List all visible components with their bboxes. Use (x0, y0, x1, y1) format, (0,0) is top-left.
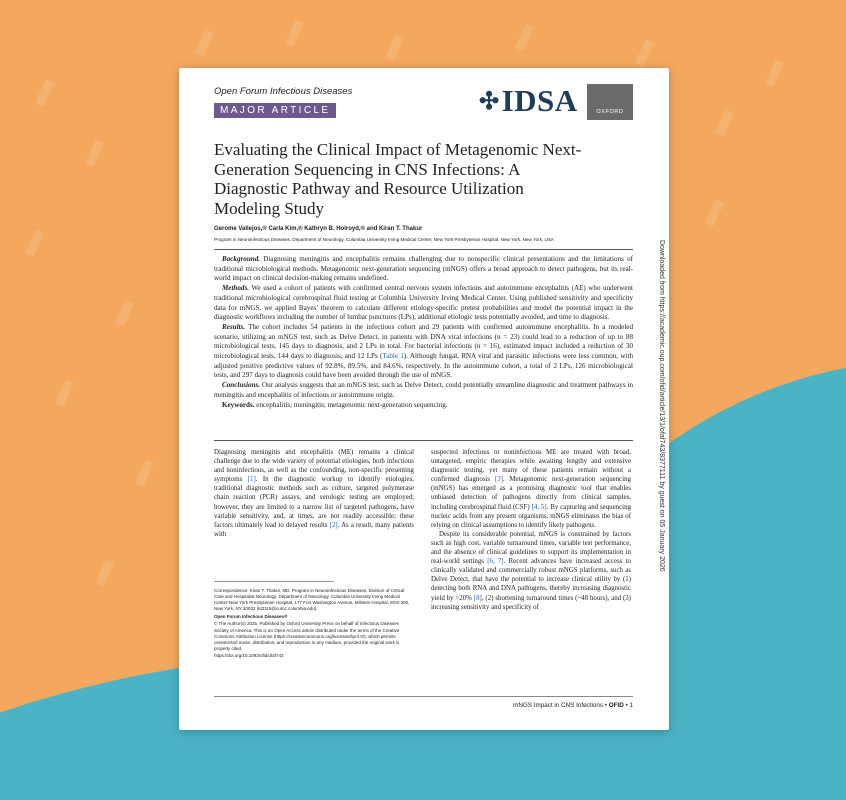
abstract-results-text: The cohort includes 54 patients in the infectious cohort and 29 patients with confirmed autoimmune encephalitis. In a modeled scenario, utilizing an mNGS test, such as Delve Detect, in patients with DNA viral infections (n = 23) could lead to a reduction of up to 88 microbiological tests, 145 days to diagnosis, and 2 LPs in total. For bacterial infections (n = 16), estimated impact included a reduction of 30 microbiological tests, 144 days to diagnosis, and 12 LPs ( (214, 322, 633, 361)
body-paragraph (214, 448, 414, 539)
background-dash (25, 229, 44, 256)
abstract-results-label: Results. (222, 322, 246, 331)
abstract-bottom-rule (214, 440, 633, 441)
abstract (214, 255, 633, 410)
reference-link[interactable]: [2] (329, 521, 338, 529)
abstract-results-text-cont: ). Although fungal, RNA viral and parasitic infections were less common, with adjusted positive predictive values of 92.8%, 89.5%, and 84.6%, respectively. In the autoimmune cohort, a total of 2 LPs, 126 microbiological tests, and 297 days to diagnosis could have been avoided through the use of mNGS. (214, 352, 633, 380)
article-page (179, 68, 669, 730)
reference-link[interactable]: [4, 5] (531, 503, 547, 511)
abstract-results (214, 323, 633, 381)
article-type-badge: MAJOR ARTICLE (214, 103, 336, 118)
download-watermark: Downloaded from https://academic.oup.com/ofid/article/13/1/ofaf743/8377111 by guest on 05 January 2026 (658, 240, 665, 572)
abstract-background-label: Background. (222, 255, 261, 263)
abstract-background (214, 255, 633, 284)
correspondence-text: Correspondence: Kiran T. Thakur, MD, Program in Neuroinfectious Diseases, Division of Critical Care and Hospitalist Neurology, Department of Neurology, Columbia University Irving Medical Center-New York Presbyterian Hospital, 177 Fort Washington Avenue, Milstein Hospital, 8GS-300, New York, NY 10032 (kt2115@cumc.columbia.edu). (214, 588, 410, 612)
background-dash (515, 24, 534, 51)
body-text: . Metagenomic next-generation sequencing (mNGS) has emerged as a promising diagnostic tool that enables unbiased detection of pathogens directly from clinical samples, including cerebrospinal fluid (CSF) (431, 476, 632, 511)
body-text: Despite its considerable potential, mNGS is constrained by factors such as high cost, variable turnaround times, variable test performance, and the absence of clinical guidelines to support its implementation in real-world settings (431, 530, 631, 566)
abstract-methods (214, 284, 633, 323)
correspondence-block (214, 588, 414, 661)
journal-abbrev: OFID (608, 702, 624, 709)
abstract-methods-label: Methods. (222, 284, 249, 293)
abstract-background-text: Diagnosing meningitis and encephalitis remains challenging due to nonspecific clinical presentations and the limitations of traditional microbiological methods. Metagenomic next-generation sequencing (mNGS) offers a broad approach to detect pathogens, but its real-world impact on clinical decision-making remains undefined. (214, 255, 633, 283)
oxford-logo: OXFORD (587, 84, 633, 120)
background-dash (385, 34, 404, 61)
license-heading: Open Forum Infectious Diseases® (214, 613, 288, 619)
author-list: Gerome Vallejos,® Carla Kim,® Kathryn B. Holroyd,® and Kiran T. Thakur (214, 226, 423, 232)
body-paragraph (431, 448, 631, 530)
journal-name: Open Forum Infectious Diseases (214, 86, 353, 97)
body-column-right (431, 448, 631, 612)
reference-link[interactable]: [8] (473, 594, 482, 602)
author-affiliation: Program in Neuroinfectious Diseases, Department of Neurology, Columbia University Irving Medical Center, New York Presbyterian Hospital, New York, New York, USA (214, 237, 554, 242)
body-text: Diagnosing meningitis and encephalitis (ME) remains a clinical challenge due to the wide variety of potential etiologies, both infectious and noninfectious, as well as the confounding, non-specific presenting symptoms (214, 449, 414, 484)
abstract-top-rule (214, 249, 633, 250)
body-column-left (214, 448, 414, 539)
background-dash (715, 109, 734, 136)
abstract-methods-text: We used a cohort of patients with confirmed central nervous system infections and autoimmune encephalitis (AE) who underwent traditional microbiological cerebrospinal fluid testing at Columbia University Irving Medical Center. Using published sensitivity and specificity data for mNGS, we applied Bayes’ theorem to calculate different etiology-specific pretest probabilities and model the potential impact in the diagnostic workflows including the number of lumbar punctures (LPs), additional etiologic tests potentially avoided, and time to diagnosis. (214, 284, 633, 322)
footer-rule (214, 696, 633, 697)
body-text: . In the diagnostic workup to identify etiologies, traditional diagnostic methods such as culture, targeted polymerase chain reaction (PCR) assays, and serologic testing are employed; however, they are limited to a narrow list of targeted pathogens, have variable sensitivity, and, at times, are not readily accessible; these factors ultimately lead to delayed results (214, 476, 414, 529)
reference-link[interactable]: [1] (247, 476, 256, 484)
idsa-logo (479, 83, 578, 119)
article-title: Evaluating the Clinical Impact of Metagenomic Next-Generation Sequencing in CNS Infections: A Diagnostic Pathway and Resource Utilization Modeling Study (214, 140, 582, 218)
background-dash (705, 199, 724, 226)
license-text: © The Author(s) 2025. Published by Oxford University Press on behalf of Infectious Diseases Society of America. This is an Open Access article distributed under the terms of the Creative Commons Attribution License (https://creativecommons.org/licenses/by/4.0/), which permits unrestricted reuse, distribution, and reproduction in any medium, provided the original work is properly cited. (214, 621, 400, 651)
body-text: . As a result, many patients with (214, 521, 414, 538)
keywords-label: Keywords. (222, 400, 255, 409)
background-dash (195, 29, 214, 56)
table-1-link[interactable]: Table 1 (382, 352, 404, 361)
reference-link[interactable]: [3] (494, 476, 503, 484)
page-footer (513, 702, 633, 709)
background-dash (95, 559, 114, 586)
background-dash (135, 459, 154, 486)
abstract-keywords (214, 401, 633, 411)
body-text: . Recent advances have increased access to clinically validated and commercially robust mNGS platforms, such as Delve Detect, that have the potential to increase clinical utility by (1) detecting both RNA and DNA pathogens, thereby increasing diagnostic yield by >20% (431, 558, 631, 602)
keywords-text: encephalitis; meningitis; metagenomic next-generation sequencing. (256, 400, 448, 409)
background-dash (35, 79, 54, 106)
body-text: . By capturing and sequencing nucleic acids from any present organisms, mNGS eliminates the bias of relying on clinical assumptions to identify likely pathogens. (431, 503, 631, 529)
body-text: , (2) shortening turnaround times (~48 hours), and (3) increasing sensitivity and specificity of (431, 594, 631, 611)
doi-link[interactable]: https://doi.org/10.1093/ofid/ofaf743 (214, 653, 284, 659)
background-dash (765, 59, 784, 86)
abstract-conclusions-text: Our analysis suggests that an mNGS test, such as Delve Detect, could potentially streamline diagnostic and treatment pathways in meningitis and encephalitis of infectious or autoimmune origin. (214, 381, 633, 399)
background-dash (285, 19, 304, 46)
abstract-conclusions-label: Conclusions. (222, 381, 261, 390)
idsa-emblem-icon: ✣ (479, 88, 500, 115)
background-dash (55, 379, 74, 406)
body-paragraph (431, 530, 631, 612)
idsa-logo-text: IDSA (501, 83, 578, 118)
body-text: suspected infectious or noninfectious ME are treated with broad, untargeted, empiric therapies while awaiting lengthy and extensive diagnostic testing, yet many of these patients remain without a confirmed diagnosis (431, 449, 631, 484)
background-dash (85, 139, 104, 166)
page-number: • 1 (623, 702, 633, 709)
running-title: mNGS Impact in CNS Infections • (513, 702, 609, 709)
background-dash (635, 39, 654, 66)
correspondence-rule (214, 581, 334, 582)
background-dash (115, 299, 134, 326)
reference-link[interactable]: [6, 7] (487, 558, 504, 566)
abstract-conclusions (214, 381, 633, 400)
